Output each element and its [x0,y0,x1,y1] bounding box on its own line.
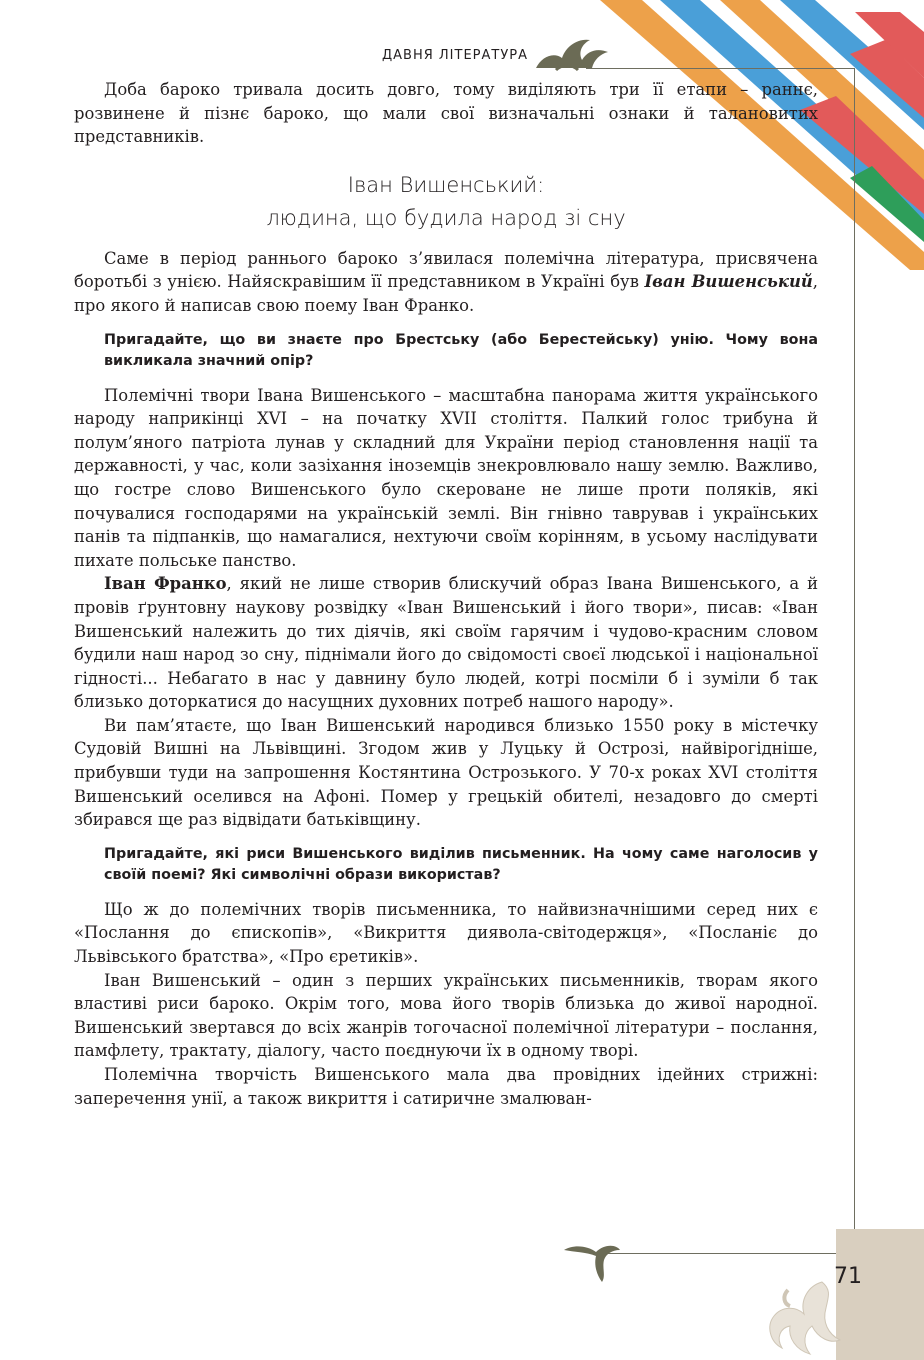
paragraph-works-list: Що ж до полемічних творів письменника, то найвизначнішими серед них є «Послання до єпископів», «Викриття диявола-світодержця», «Посланіє до Львівського братства», «Про єретиків». [74,899,818,967]
paragraph-text: , про якого й написав свою поему Іван Франко. [74,272,818,315]
question-traits: Пригадайте, які риси Вишенського виділив письменник. На чому саме наголосив у своїй поемі? Які символічні образи використав? [104,845,818,883]
frame-top-line [586,68,854,69]
name-emphasis: Іван Франко [104,574,227,594]
paragraph-polemic-intro [74,247,818,318]
question-union: Пригадайте, що ви знаєте про Брестську (або Берестейську) унію. Чому вона викликала значний опір? [104,331,818,369]
frame-bottom-line [600,1253,854,1254]
paragraph-text: Саме в період раннього бароко з’явилася полемічна література, присвячена боротьбі з унією. Найяскравішим її представником в Україні був [74,248,818,292]
paragraph-baroque-traits: Іван Вишенський – один з перших українських письменників, творам якого властиві риси бароко. Окрім того, мова його творів близька до живої народної. Вишенський звертався до всіх жанрів тогочасної полемічної літератури – послання, памфлету, трактату, діалогу, часто поєднуючи їх в одному творі. [74,970,818,1061]
paragraph-ideas: Полемічна творчість Вишенського мала два провідних ідейних стрижні: заперечення унії, а також викриття і сатиричне змалюван- [74,1065,818,1108]
footer-ornament-icon [562,1238,622,1284]
paragraph-biography: Ви пам’ятаєте, що Іван Вишенський народився близько 1550 року в містечку Судовій Вишні на Львівщині. Згодом жив у Луцьку й Острозі, найвірогідніше, прибувши туди на запрошення Костянтина Острозького. У 70-х роках XVI століття Вишенський оселився на Афоні. Помер у грецькій обителі, незадовго до смерті збирався ще раз відвідати батьківщину. [74,715,818,830]
corner-ornament-icon [752,1276,842,1360]
name-emphasis: Іван Вишенський [644,272,813,292]
side-block [836,1229,924,1360]
section-title-line-2: людина, що будила народ зі сну [266,205,626,230]
main-content [74,78,818,1110]
paragraph-polemic-works: Полемічні твори Івана Вишенського – масштабна панорама життя українського народу наприкінці XVI – на початку XVII століття. Палкий голос трибуна й полум’яного патріота лунав у складний для України період становлення нації та державності, у час, коли зазіхання іноземців знекровлювало нашу землю. Важливо, що гостре слово Вишенського було скероване не лише проти поляків, які почувалися господарями на українській землі. Він гнівно таврував і українських панів та підпанків, що намагалися, нехтуючи своїм корінням, в усьому наслідувати пихате польське панство. [74,385,818,570]
frame-right-line [854,68,855,1254]
paragraph-intro: Доба бароко тривала досить довго, тому виділяють три її етапи – раннє, розвинене й пізнє бароко, що мали свої визначальні ознаки й талановитих представників. [74,80,818,147]
page-number: 71 [834,1264,862,1289]
paragraph-text: , який не лише створив блискучий образ Івана Вишенського, а й провів ґрунтовну наукову розвідку «Іван Вишенський і його твори», писав: «Іван Вишенський належить до тих діячів, які своїм гарячим і чудово-красним словом будили наш народ зо сну, піднімали його до свідомості своєї людської і національної гідності... Небагато в нас у давнину було людей, котрі посміли б і зуміли б так близько доторкатися до насущних духовних потреб нашого народу». [74,574,818,712]
section-label: ДАВНЯ ЛІТЕРАТУРА [382,48,528,63]
section-title-line-1: Іван Вишенський: [347,172,545,197]
paragraph-franko [74,572,818,714]
section-title [74,169,818,235]
